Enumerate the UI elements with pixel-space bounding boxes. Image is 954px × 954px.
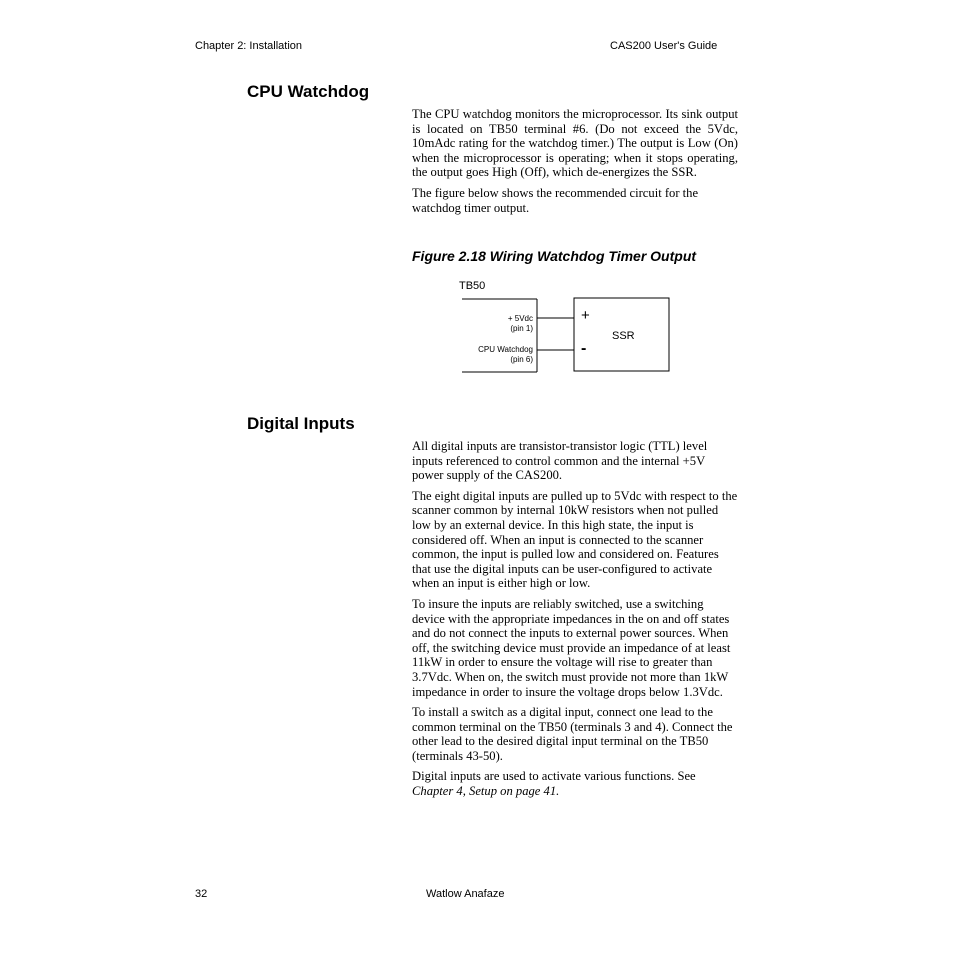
digital-inputs-heading: Digital Inputs [247, 414, 355, 433]
digital-inputs-paragraph-2: The eight digital inputs are pulled up to 5Vdc with respect to the scanner common by internal 10kW resistors when not pulled low by an external device. In this high state, the input is considered off. When an input is connected to the scanner common, the input is pulled low and considered on. Features that use the digital inputs can be user-configured to activate when an input is either high or low. [412, 488, 738, 591]
figure-caption: Figure 2.18 Wiring Watchdog Timer Output [412, 248, 697, 264]
cpu-watchdog-paragraph-2: The figure below shows the recommended circuit for the watchdog timer output. [412, 185, 699, 215]
pin6-signal-label: CPU Watchdog [478, 345, 533, 354]
pin6-number-label: (pin 6) [510, 355, 533, 364]
ssr-minus-terminal: - [581, 340, 587, 357]
digital-inputs-paragraph-3: To insure the inputs are reliably switched, use a switching device with the appropriate impedances in the on and off states and do not connect the inputs to external power sources. When off, the switching device must provide an impedance of at least 11kW in order to ensure the voltage will rise to greater than 3.7Vdc. When on, the switch must provide not more than 1kW impedance in order to insure the voltage drops below 1.3Vdc. [412, 596, 731, 699]
ssr-plus-terminal: + [581, 307, 590, 324]
cpu-watchdog-heading: CPU Watchdog [247, 82, 370, 101]
wiring-diagram [440, 276, 680, 380]
page-number: 32 [195, 888, 208, 900]
digital-inputs-body [412, 439, 738, 805]
cpu-watchdog-body [412, 107, 738, 221]
footer-publisher: Watlow Anafaze [426, 888, 505, 900]
pin1-number-label: (pin 1) [510, 324, 533, 333]
digital-inputs-paragraph-5 [412, 769, 738, 798]
pin1-label [453, 314, 533, 334]
pin6-label [453, 345, 533, 365]
digital-inputs-paragraph-4: To install a switch as a digital input, connect one lead to the common terminal on the TB50 (terminals 3 and 4). Connect the other lead to the desired digital input terminal on the TB50 (terminals 43-50). [412, 705, 733, 763]
digital-inputs-paragraph-5-text: Digital inputs are used to activate various functions. See [412, 769, 696, 784]
ssr-label: SSR [612, 330, 635, 342]
pin1-voltage-label: + 5Vdc [507, 314, 533, 323]
cpu-watchdog-paragraph-1: The CPU watchdog monitors the microprocessor. Its sink output is located on TB50 terminal #6. (Do not exceed the 5Vdc, 10mAdc rating for the watchdog timer.) The output is Low (On) when the microprocessor is operating; when it stops operating, the output goes High (Off), which de-energizes the SSR. [412, 107, 738, 180]
digital-inputs-paragraph-1: All digital inputs are transistor-transistor logic (TTL) level inputs referenced to control common and the internal +5V power supply of the CAS200. [412, 439, 708, 483]
chapter-4-reference-link[interactable]: Chapter 4, Setup on page 41. [412, 784, 560, 799]
tb50-label: TB50 [459, 280, 486, 292]
header-chapter: Chapter 2: Installation [195, 40, 303, 52]
header-guide-title: CAS200 User's Guide [610, 40, 718, 52]
